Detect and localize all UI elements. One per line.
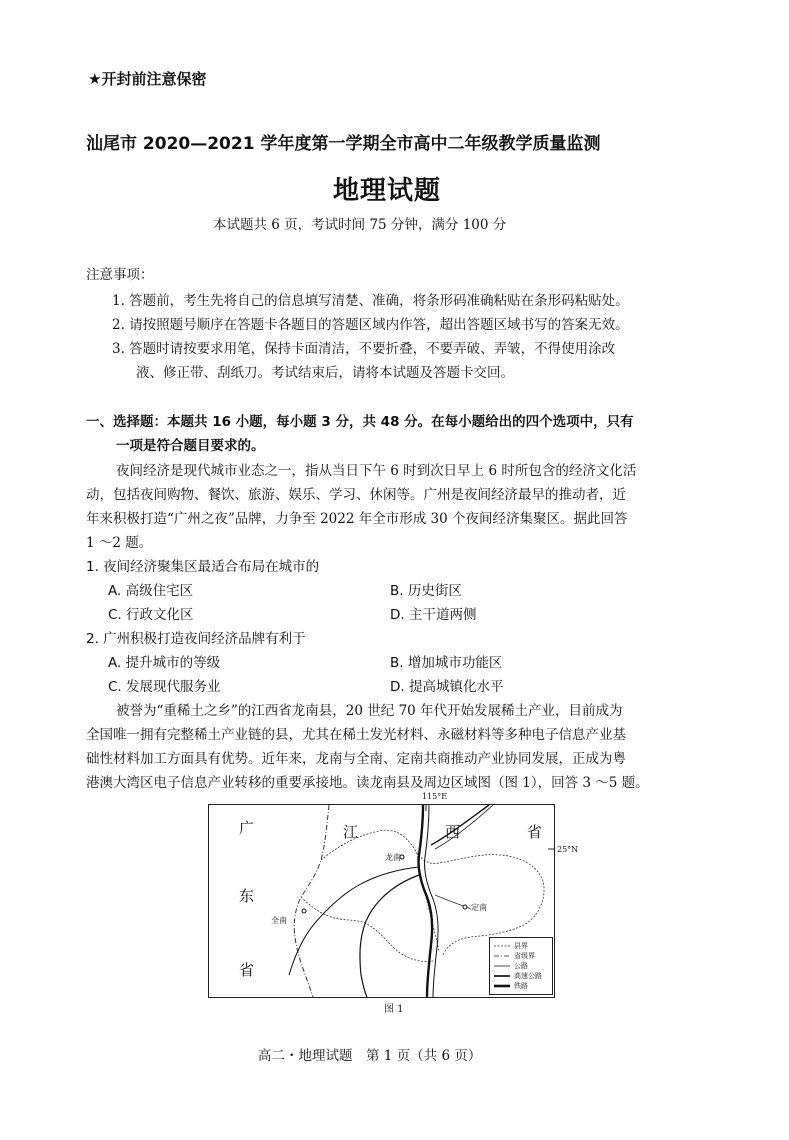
highway-northeast	[435, 805, 493, 849]
section-heading: 一、选择题：本题共 16 小题，每小题 3 分，共 48 分。在每小题给出的四个选项中，只有	[86, 414, 634, 430]
question-1-option-d: D. 主干道两侧	[390, 607, 477, 623]
legend-label: 高速公路	[514, 972, 542, 980]
question-2-option-b: B. 增加城市功能区	[390, 655, 503, 671]
passage-line: 础性材料加工方面具有优势。近年来，龙南与全南、定南共商推动产业协同发展，正成为粤	[86, 751, 626, 767]
province-label: 江	[343, 823, 359, 841]
note-item: 液、修正带、刮纸刀。考试结束后，请将本试题及答题卡交回。	[136, 365, 514, 381]
town-dingnan-marker	[463, 905, 467, 909]
town-dingnan-label: 定南	[471, 903, 487, 912]
passage-line: 动，包括夜间购物、餐饮、旅游、娱乐、学习、休闲等。广州是夜间经济最早的推动者，近	[86, 487, 626, 503]
province-label: 广	[239, 819, 255, 837]
question-1-stem: 1. 夜间经济聚集区最适合布局在城市的	[86, 559, 320, 575]
province-border	[294, 805, 329, 997]
question-2-stem: 2. 广州积极打造夜间经济品牌有利于	[86, 631, 306, 647]
note-item: 3. 答题时请按要求用笔，保持卡面清洁，不要折叠，不要弄破、弄皱，不得使用涂改	[112, 341, 616, 357]
note-item: 1. 答题前，考生先将自己的信息填写清楚、准确，将条形码准确粘贴在条形码粘贴处。	[112, 293, 629, 309]
exam-info: 本试题共 6 页，考试时间 75 分钟，满分 100 分	[213, 217, 507, 233]
province-label: 省	[527, 823, 543, 841]
passage-line: 港澳大湾区电子信息产业转移的重要承接地。读龙南县及周边区域图（图 1），回答 3 ～5 题。	[86, 775, 649, 791]
railway	[418, 805, 432, 997]
map-legend	[489, 937, 553, 995]
legend-label: 省级界	[514, 952, 535, 960]
passage-line: 年来积极打造“广州之夜”品牌，力争至 2022 年全市形成 30 个夜间经济集聚区。据此回答	[86, 511, 628, 527]
highway-southwest	[289, 867, 419, 975]
page-footer: 高二・地理试题 第 1 页（共 6 页）	[258, 1048, 482, 1064]
notes-heading: 注意事项：	[86, 267, 154, 283]
passage-line: 夜间经济是现代城市业态之一，指从当日下午 6 时到次日早上 6 时所包含的经济文化活	[116, 463, 637, 479]
question-1-option-b: B. 历史街区	[390, 583, 462, 599]
town-quannan-marker	[302, 909, 306, 913]
note-item: 2. 请按照题号顺序在答题卡各题目的答题区域内作答，超出答题区域书写的答案无效。	[112, 317, 629, 333]
passage-line: 全国唯一拥有完整稀土产业链的县，尤其在稀土发光材料、永磁材料等多种电子信息产业基	[86, 727, 626, 743]
figure-caption: 图 1	[384, 1004, 404, 1015]
road-southwest	[360, 875, 419, 997]
confidential-mark: ★开封前注意保密	[88, 70, 207, 88]
town-longnan-label: 龙南	[385, 853, 401, 862]
passage-line: 被誉为“重稀土之乡”的江西省龙南县，20 世纪 70 年代开始发展稀土产业，目前成为	[116, 703, 623, 719]
question-1-option-a: A. 高级住宅区	[108, 583, 194, 599]
highway	[424, 805, 438, 997]
legend-label: 铁路	[514, 982, 528, 990]
legend-label: 县界	[514, 942, 528, 950]
question-1-option-c: C. 行政文化区	[108, 607, 194, 623]
question-2-option-c: C. 发展现代服务业	[108, 679, 221, 695]
passage-line: 1 ～2 题。	[86, 535, 153, 551]
longitude-label: 115°E	[422, 792, 448, 801]
legend-label: 公路	[514, 962, 528, 970]
town-quannan-label: 全南	[271, 916, 287, 925]
province-label: 省	[239, 961, 255, 979]
region-map	[208, 804, 555, 998]
latitude-label: 25°N	[557, 845, 579, 854]
question-2-option-a: A. 提升城市的等级	[108, 655, 221, 671]
subject-title: 地理试题	[333, 176, 442, 206]
county-border	[301, 897, 433, 961]
section-heading-cont: 一项是符合题目要求的。	[116, 438, 265, 454]
exam-title: 汕尾市 2020—2021 学年度第一学期全市高中二年级教学质量监测	[86, 134, 601, 154]
province-label: 西	[445, 823, 461, 841]
question-2-option-d: D. 提高城镇化水平	[390, 679, 504, 695]
province-label: 东	[239, 887, 255, 905]
